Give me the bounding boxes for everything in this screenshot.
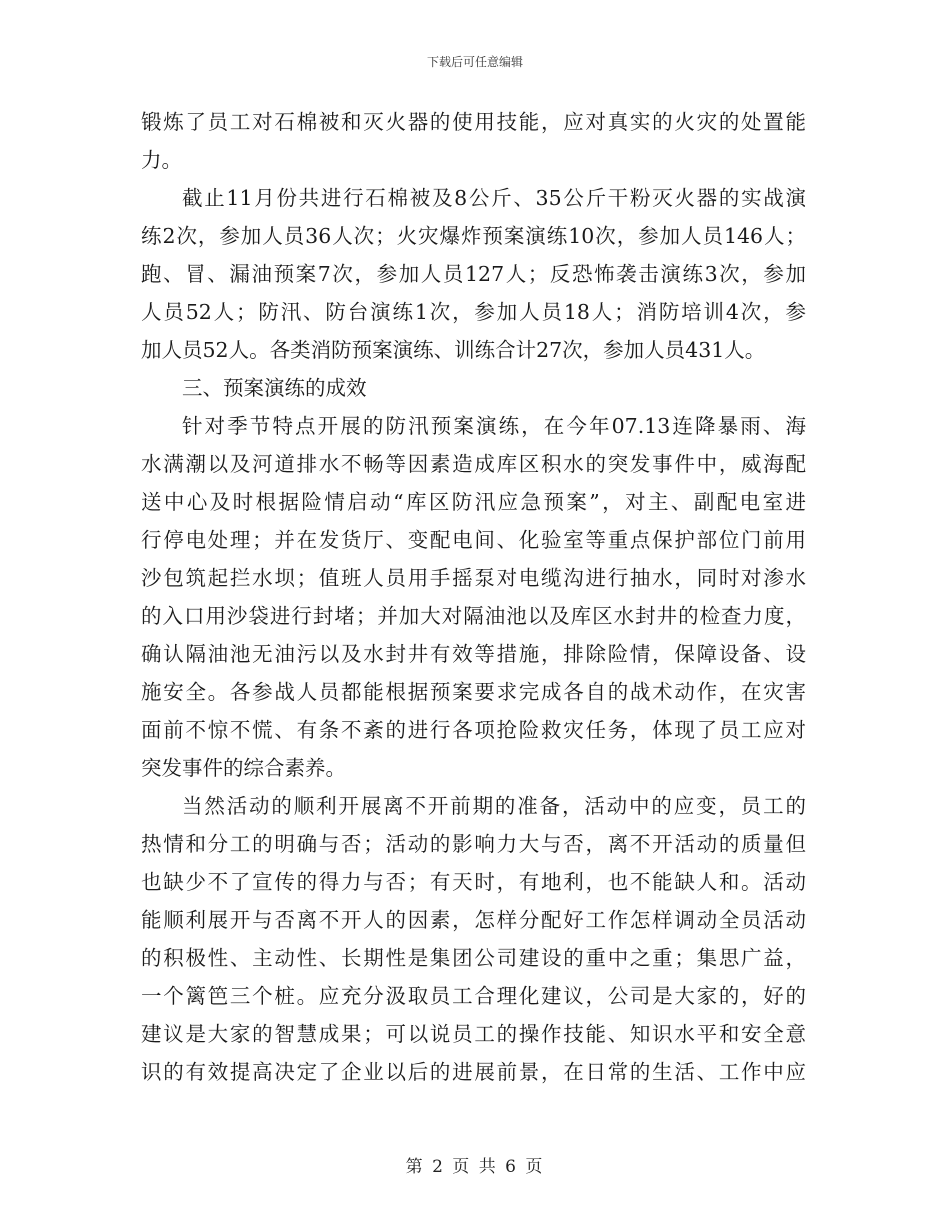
paragraph	[141, 787, 806, 1091]
text-line: 的入口用沙袋进行封堵；并加大对隔油池以及库区水封井的检查力度，	[141, 604, 806, 628]
paragraph	[141, 103, 806, 179]
text-line: 面前不惊不慌、有条不紊的进行各项抢险救灾任务，体现了员工应对	[141, 718, 806, 742]
text-line: 热情和分工的明确与否；活动的影响力大与否，离不开活动的质量但	[141, 832, 806, 856]
text-line: 确认隔油池无油污以及水封井有效等措施，排除险情，保障设备、设	[141, 642, 806, 666]
text-line: 建议是大家的智慧成果；可以说员工的操作技能、知识水平和安全意	[141, 1022, 806, 1046]
text-line: 的积极性、主动性、长期性是集团公司建设的重中之重；集思广益，	[141, 946, 806, 970]
text-line: 跑、冒、漏油预案7次，参加人员127人；反恐怖袭击演练3次，参加	[141, 262, 806, 286]
text-line: 针对季节特点开展的防汛预案演练，在今年07.13连降暴雨、海	[182, 414, 806, 438]
paragraph	[141, 407, 806, 787]
page-header: 下载后可任意编辑	[426, 55, 523, 69]
text-line: 截止11月份共进行石棉被及8公斤、35公斤干粉灭火器的实战演	[182, 186, 806, 210]
text-line: 锻炼了员工对石棉被和灭火器的使用技能，应对真实的火灾的处置能	[141, 110, 806, 134]
text-line: 能顺利展开与否离不开人的因素，怎样分配好工作怎样调动全员活动	[141, 908, 806, 932]
document-body	[141, 103, 806, 1091]
text-line: 也缺少不了宣传的得力与否；有天时，有地利，也不能缺人和。活动	[141, 870, 806, 894]
text-line: 人员52人；防汛、防台演练1次，参加人员18人；消防培训4次，参	[141, 300, 806, 324]
paragraph	[141, 179, 806, 369]
text-line: 加人员52人。各类消防预案演练、训练合计27次，参加人员431人。	[141, 338, 766, 362]
text-line: 一个篱笆三个桩。应充分汲取员工合理化建议，公司是大家的，好的	[141, 984, 806, 1008]
text-line: 识的有效提高决定了企业以后的进展前景，在日常的生活、工作中应	[141, 1060, 806, 1084]
text-line: 沙包筑起拦水坝；值班人员用手摇泵对电缆沟进行抽水，同时对渗水	[141, 566, 806, 590]
text-line: 力。	[141, 148, 182, 172]
text-line: 送中心及时根据险情启动“库区防汛应急预案”，对主、副配电室进	[141, 490, 806, 514]
text-line: 行停电处理；并在发货厅、变配电间、化验室等重点保护部位门前用	[141, 528, 806, 552]
text-line: 当然活动的顺利开展离不开前期的准备，活动中的应变，员工的	[182, 794, 806, 818]
text-line: 水满潮以及河道排水不畅等因素造成库区积水的突发事件中，威海配	[141, 452, 806, 476]
section-heading	[141, 369, 806, 407]
text-line: 突发事件的综合素养。	[141, 756, 346, 780]
text-line: 施安全。各参战人员都能根据预案要求完成各自的战术动作，在灾害	[141, 680, 806, 704]
text-line: 三、预案演练的成效	[182, 376, 367, 400]
text-line: 练2次，参加人员36人次；火灾爆炸预案演练10次，参加人员146人；	[141, 224, 806, 248]
page-number-footer: 第 2 页 共 6 页	[405, 1157, 545, 1177]
